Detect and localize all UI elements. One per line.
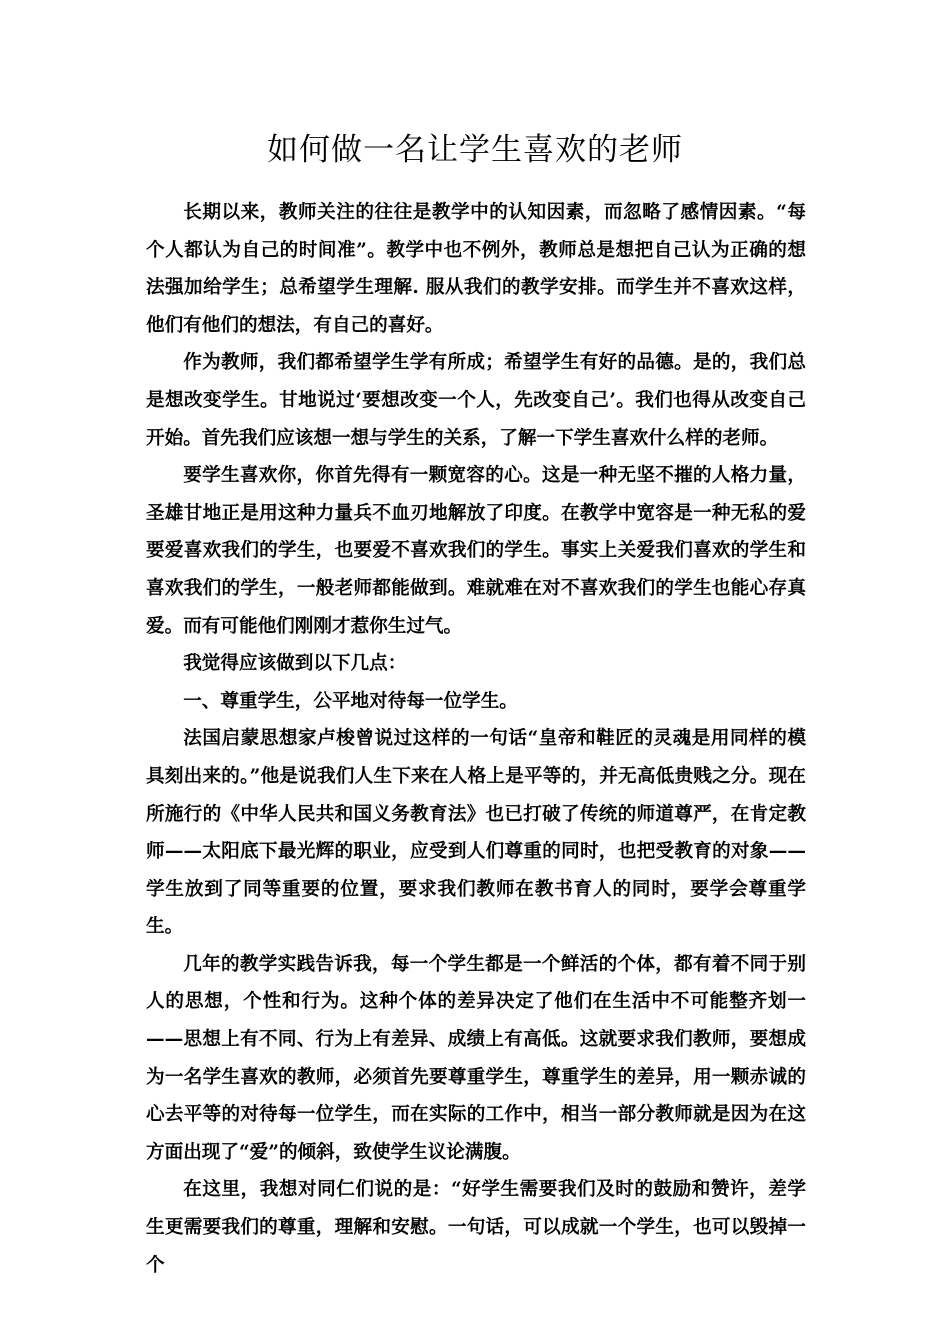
paragraph-points-intro: 我觉得应该做到以下几点： [183,653,407,675]
paragraph-rousseau: 法国启蒙思想家卢梭曾说过这样的一句话“皇帝和鞋匠的灵魂是用同样的模具刻出来的。”他是说我们人生下来在人格上是平等的，并无高低贵贱之分。现在所施行的《中华人民共和国义务教育法》也已打破了传统的师道尊严，在肯定教师——太阳底下最光辉的职业，应受到人们尊重的同时，也把受教育的对象——学生放到了同等重要的位置，要求我们教师在教书育人的同时，要学会尊重学生。 [146,728,806,938]
paragraph-change-self: 作为教师，我们都希望学生学有所成；希望学生有好的品德。是的，我们总是想改变学生。甘地说过‘要想改变一个人，先改变自己’。我们也得从改变自己开始。首先我们应该想一想与学生的关系，了解一下学生喜欢什么样的老师。 [146,352,806,449]
paragraph-practice: 几年的教学实践告诉我，每一个学生都是一个鲜活的个体，都有着不同于别人的思想，个性和行为。这种个体的差异决定了他们在生活中不可能整齐划一——思想上有不同、行为上有差异、成绩上有高低。这就要求我们教师，要想成为一名学生喜欢的教师，必须首先要尊重学生，尊重学生的差异，用一颗赤诚的心去平等的对待每一位学生，而在实际的工作中，相当一部分教师就是因为在这方面出现了“爱”的倾斜，致使学生议论满腹。 [146,953,806,1163]
paragraph-tolerance: 要学生喜欢你，你首先得有一颗宽容的心。这是一种无坚不摧的人格力量，圣雄甘地正是用这种力量兵不血刃地解放了印度。在教学中宽容是一种无私的爱要爱喜欢我们的学生，也要爱不喜欢我们的学生。事实上关爱我们喜欢的学生和喜欢我们的学生，一般老师都能做到。难就难在对不喜欢我们的学生也能心存真爱。而有可能他们刚刚才惹你生过气。 [146,465,806,637]
paragraph-colleagues: 在这里，我想对同仁们说的是：“好学生需要我们及时的鼓励和赞许，差学生更需要我们的尊重，理解和安慰。一句话，可以成就一个学生，也可以毁掉一个 [146,1179,806,1276]
document-title: 如何做一名让学生喜欢的老师 [267,132,683,168]
document-body [146,194,806,1284]
section-heading-respect: 一、尊重学生，公平地对待每一位学生。 [183,690,518,712]
paragraph-intro: 长期以来，教师关注的往往是教学中的认知因素，而忽略了感情因素。“每个人都认为自己的时间准”。教学中也不例外，教师总是想把自己认为正确的想法强加给学生；总希望学生理解. 服从我们的教学安排。而学生并不喜欢这样，他们有他们的想法，有自己的喜好。 [146,202,806,336]
